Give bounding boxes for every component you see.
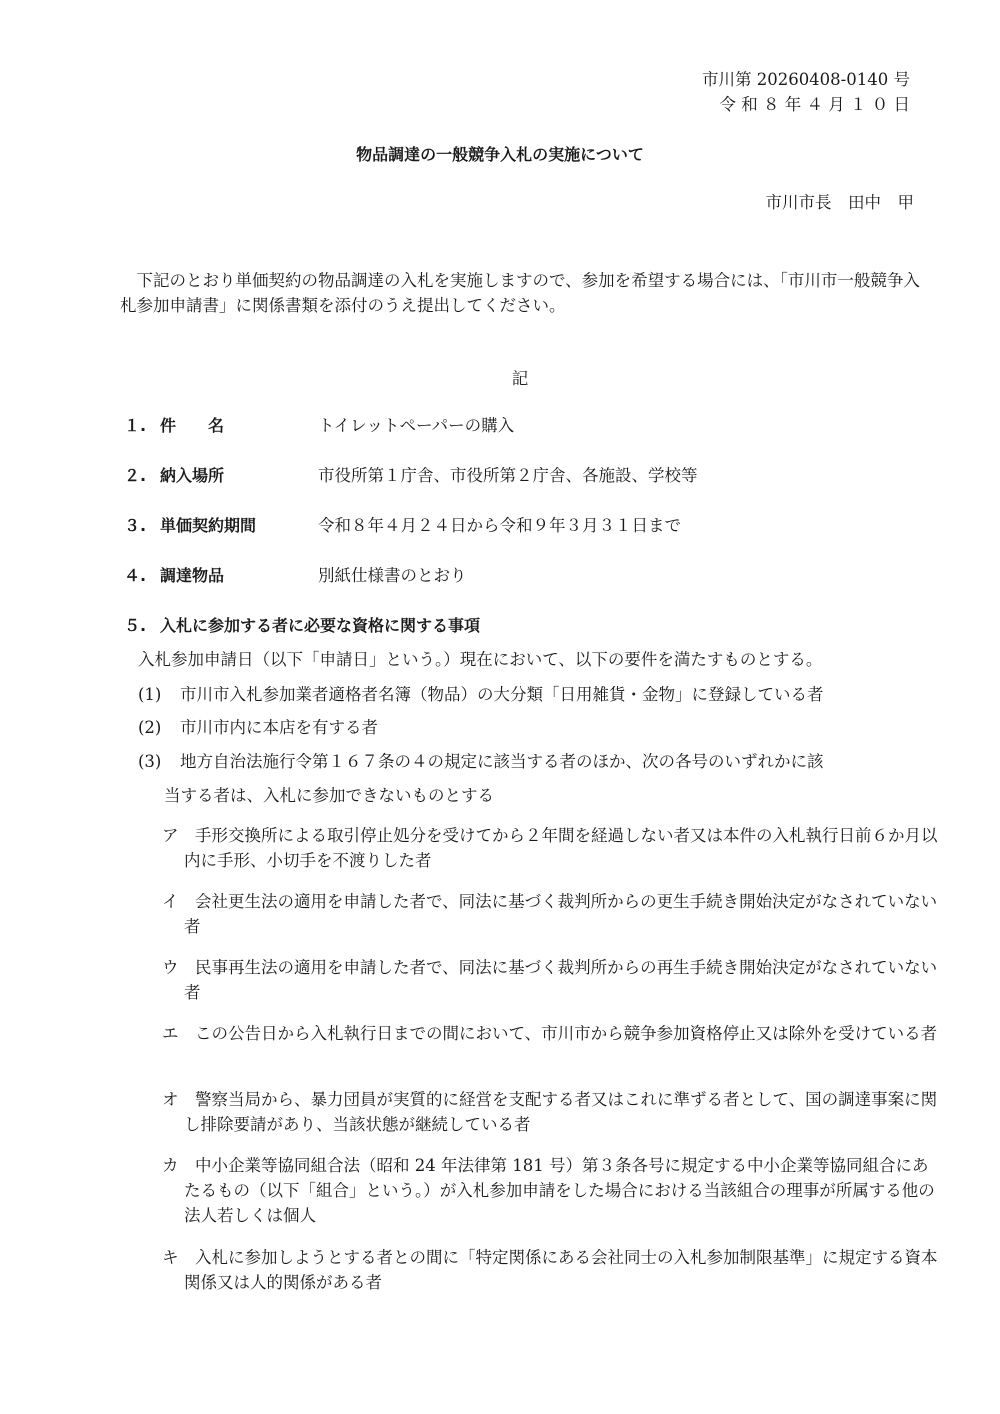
subitem-text: 警察当局から、暴力団員が実質的に経営を支配する者又はこれに準ずる者として、国の調達事案に関し排除要請があり、当該状態が継続している者 — [184, 1090, 938, 1134]
section-lead: 入札参加申請日（以下「申請日」という。）現在において、以下の要件を満たすものとする。 — [138, 650, 823, 669]
condition-mark: (1) — [138, 685, 162, 704]
item-label: 調達物品 — [160, 566, 225, 585]
item-value: 令和８年４月２４日から令和９年３月３１日まで — [318, 516, 681, 535]
section-number: ５. — [124, 616, 147, 635]
item-label: 納入場所 — [160, 466, 225, 485]
issuer-name: 市川市長 田中 甲 — [765, 193, 914, 212]
item-number: ４. — [124, 566, 147, 585]
subitem-u — [162, 955, 944, 1005]
subitem-a — [162, 823, 944, 873]
item-label: 単価契約期間 — [160, 516, 257, 535]
condition-text: 市川市内に本店を有する者 — [180, 718, 378, 737]
subitem-mark: イ — [162, 892, 179, 911]
subitem-mark: キ — [162, 1248, 179, 1267]
item-value: トイレットペーパーの購入 — [318, 416, 515, 435]
item-number: １. — [124, 416, 147, 435]
document-number: 市川第 20260408-0140 号 — [701, 70, 910, 89]
item-value: 市役所第１庁舎、市役所第２庁舎、各施設、学校等 — [318, 466, 698, 485]
subitem-mark: カ — [162, 1156, 179, 1175]
intro-paragraph: 下記のとおり単価契約の物品調達の入札を実施しますので、参加を希望する場合には、「市川市一般競争入札参加申請書」に関係書類を添付のうえ提出してください。 — [120, 271, 920, 315]
item-label: 件 名 — [160, 416, 225, 435]
subitem-mark: エ — [162, 1024, 179, 1043]
section-heading: 入札に参加する者に必要な資格に関する事項 — [160, 616, 481, 635]
subitem-text: 中小企業等協同組合法（昭和 24 年法律第 181 号）第３条各号に規定する中小企業等協同組合にあたるもの（以下「組合」という。）が入札参加申請をした場合における当該組合の理事が所属する他の法人若しくは個人 — [184, 1156, 935, 1225]
subitem-mark: ウ — [162, 958, 179, 977]
document-title: 物品調達の一般競争入札の実施について — [356, 145, 644, 164]
subitem-i — [162, 889, 944, 939]
ki-marker: 記 — [511, 369, 529, 388]
subitem-o — [162, 1087, 944, 1137]
subitem-text: 手形交換所による取引停止処分を受けてから２年間を経過しない者又は本件の入札執行日前６か月以内に手形、小切手を不渡りした者 — [184, 826, 938, 870]
item-number: ２. — [124, 466, 147, 485]
subitem-mark: オ — [162, 1090, 179, 1109]
subitem-text: 会社更生法の適用を申請した者で、同法に基づく裁判所からの更生手続き開始決定がなされていない者 — [184, 892, 938, 936]
condition-mark: (3) — [138, 752, 162, 771]
subitem-ka — [162, 1153, 944, 1228]
condition-text-continued: 当する者は、入札に参加できないものとする — [164, 786, 494, 805]
subitem-mark: ア — [162, 826, 179, 845]
subitem-text: この公告日から入札執行日までの間において、市川市から競争参加資格停止又は除外を受けている者 — [195, 1024, 938, 1043]
subitem-e — [162, 1021, 944, 1046]
condition-text: 市川市入札参加業者適格者名簿（物品）の大分類「日用雑貨・金物」に登録している者 — [180, 685, 824, 704]
condition-mark: (2) — [138, 718, 162, 737]
document-date: 令 和 ８ 年 ４ 月 １ ０ 日 — [719, 95, 910, 114]
item-value: 別紙仕様書のとおり — [318, 566, 467, 585]
item-number: ３. — [124, 516, 147, 535]
subitem-text: 民事再生法の適用を申請した者で、同法に基づく裁判所からの再生手続き開始決定がなされていない者 — [184, 958, 938, 1002]
subitem-text: 入札に参加しようとする者との間に「特定関係にある会社同士の入札参加制限基準」に規定する資本関係又は人的関係がある者 — [184, 1248, 938, 1292]
condition-text: 地方自治法施行令第１６７条の４の規定に該当する者のほか、次の各号のいずれかに該 — [180, 752, 824, 771]
subitem-ki — [162, 1245, 944, 1295]
